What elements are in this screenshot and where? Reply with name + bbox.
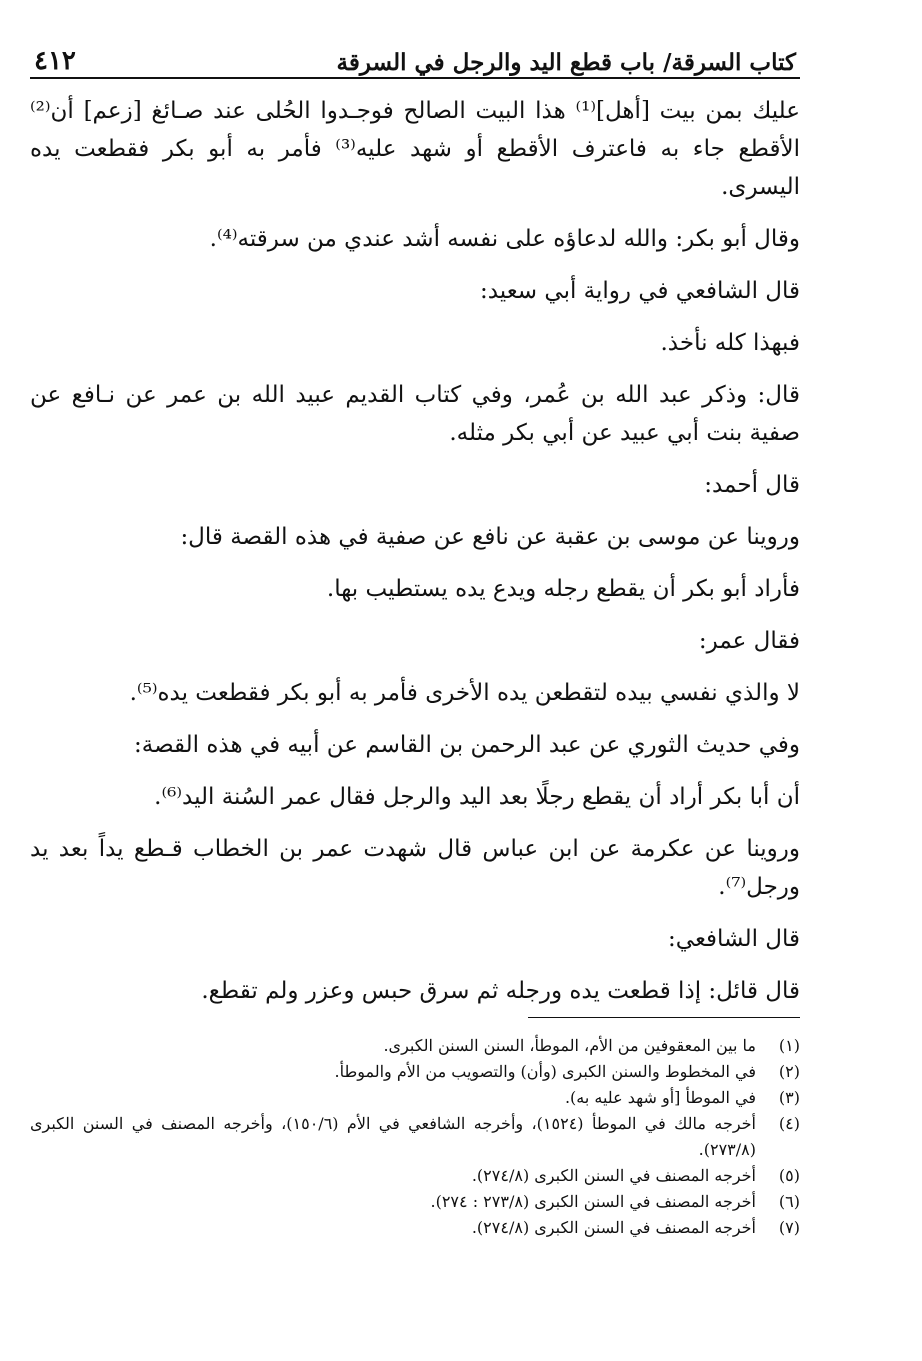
- paragraph: وفي حديث الثوري عن عبد الرحمن بن القاسم عن أبيه في هذه القصة:: [134, 732, 800, 758]
- main-text: [30, 92, 800, 1024]
- footnote-item: [30, 1059, 800, 1085]
- footnote-number: (٢): [778, 1062, 800, 1081]
- paragraph: وروينا عن موسى بن عقبة عن نافع عن صفية في هذه القصة قال:: [180, 524, 800, 550]
- paragraph: قال الشافعي في رواية أبي سعيد:: [479, 278, 800, 304]
- paragraph: وروينا عن عكرمة عن ابن عباس قال شهدت عمر بن الخطاب قـطع يداً بعد يد ورجل⁽⁷⁾.: [30, 836, 800, 900]
- footnote-text: أخرجه مالك في الموطأ (١٥٢٤)، وأخرجه الشافعي في الأم (١٥٠/٦)، وأخرجه المصنف في السنن الكبرى (٢٧٣/٨).: [30, 1114, 756, 1159]
- footnote-item: [30, 1111, 800, 1163]
- footnote-text: في المخطوط والسنن الكبرى (وأن) والتصويب من الأم والموطأ.: [334, 1062, 756, 1081]
- paragraph: قال الشافعي:: [668, 926, 800, 952]
- footnote-item: [30, 1215, 800, 1241]
- paragraph: قال قائل: إذا قطعت يده ورجله ثم سرق حبس وعزر ولم تقطع.: [201, 978, 800, 1004]
- paragraph: قال: وذكر عبد الله بن عُمر، وفي كتاب القديم عبيد الله بن عمر عن نـافع عن صفية بنت أبي عبيد عن أبي بكر مثله.: [30, 382, 800, 446]
- book-page: [30, 32, 800, 1332]
- footnote-number: (١): [778, 1036, 800, 1055]
- chapter-title: كتاب السرقة/ باب قطع اليد والرجل في السرقة: [336, 49, 796, 76]
- footnote-number: (٤): [778, 1114, 800, 1133]
- footnote-text: أخرجه المصنف في السنن الكبرى (٢٧٤/٨).: [471, 1218, 756, 1237]
- footnote-item: [30, 1033, 800, 1059]
- paragraph: لا والذي نفسي بيده لتقطعن يده الأخرى فأمر به أبو بكر فقطعت يده⁽⁵⁾.: [129, 680, 800, 706]
- footnote-item: [30, 1085, 800, 1111]
- paragraph: وقال أبو بكر: والله لدعاؤه على نفسه أشد عندي من سرقته⁽⁴⁾.: [209, 226, 800, 252]
- footnote-number: (٧): [778, 1218, 800, 1237]
- footnotes: [30, 1033, 800, 1241]
- paragraph: فبهذا كله نأخذ.: [660, 330, 800, 356]
- header-divider: [30, 77, 800, 79]
- paragraph: عليك بمن بيت [أهل]⁽¹⁾ هذا البيت الصالح فوجـدوا الحُلى عند صـائغ [زعم] أن⁽²⁾ الأقطع جاء به فاعترف الأقطع أو شهد عليه⁽³⁾ فأمر به أبو بكر فقطعت يده اليسرى.: [30, 98, 800, 200]
- footnote-number: (٥): [778, 1166, 800, 1185]
- footnote-number: (٣): [778, 1088, 800, 1107]
- paragraph: أن أبا بكر أراد أن يقطع رجلًا بعد اليد والرجل فقال عمر السُنة اليد⁽⁶⁾.: [154, 784, 800, 810]
- footnote-item: [30, 1163, 800, 1189]
- footnote-item: [30, 1189, 800, 1215]
- running-header: [30, 32, 800, 82]
- footnote-text: أخرجه المصنف في السنن الكبرى (٢٧٤/٨).: [471, 1166, 756, 1185]
- paragraph: فأراد أبو بكر أن يقطع رجله ويدع يده يستطيب بها.: [326, 576, 800, 602]
- footnote-number: (٦): [778, 1192, 800, 1211]
- footnotes-divider: [528, 1017, 800, 1018]
- footnote-text: أخرجه المصنف في السنن الكبرى (٢٧٣/٨ : ٢٧٤).: [430, 1192, 756, 1211]
- page-number: ٤١٢: [34, 46, 76, 76]
- footnote-text: في الموطأ [أو شهد عليه به).: [564, 1088, 756, 1107]
- footnote-text: ما بين المعقوفين من الأم، الموطأ، السنن السنن الكبرى.: [383, 1036, 756, 1055]
- paragraph: قال أحمد:: [704, 472, 800, 498]
- paragraph: فقال عمر:: [698, 628, 800, 654]
